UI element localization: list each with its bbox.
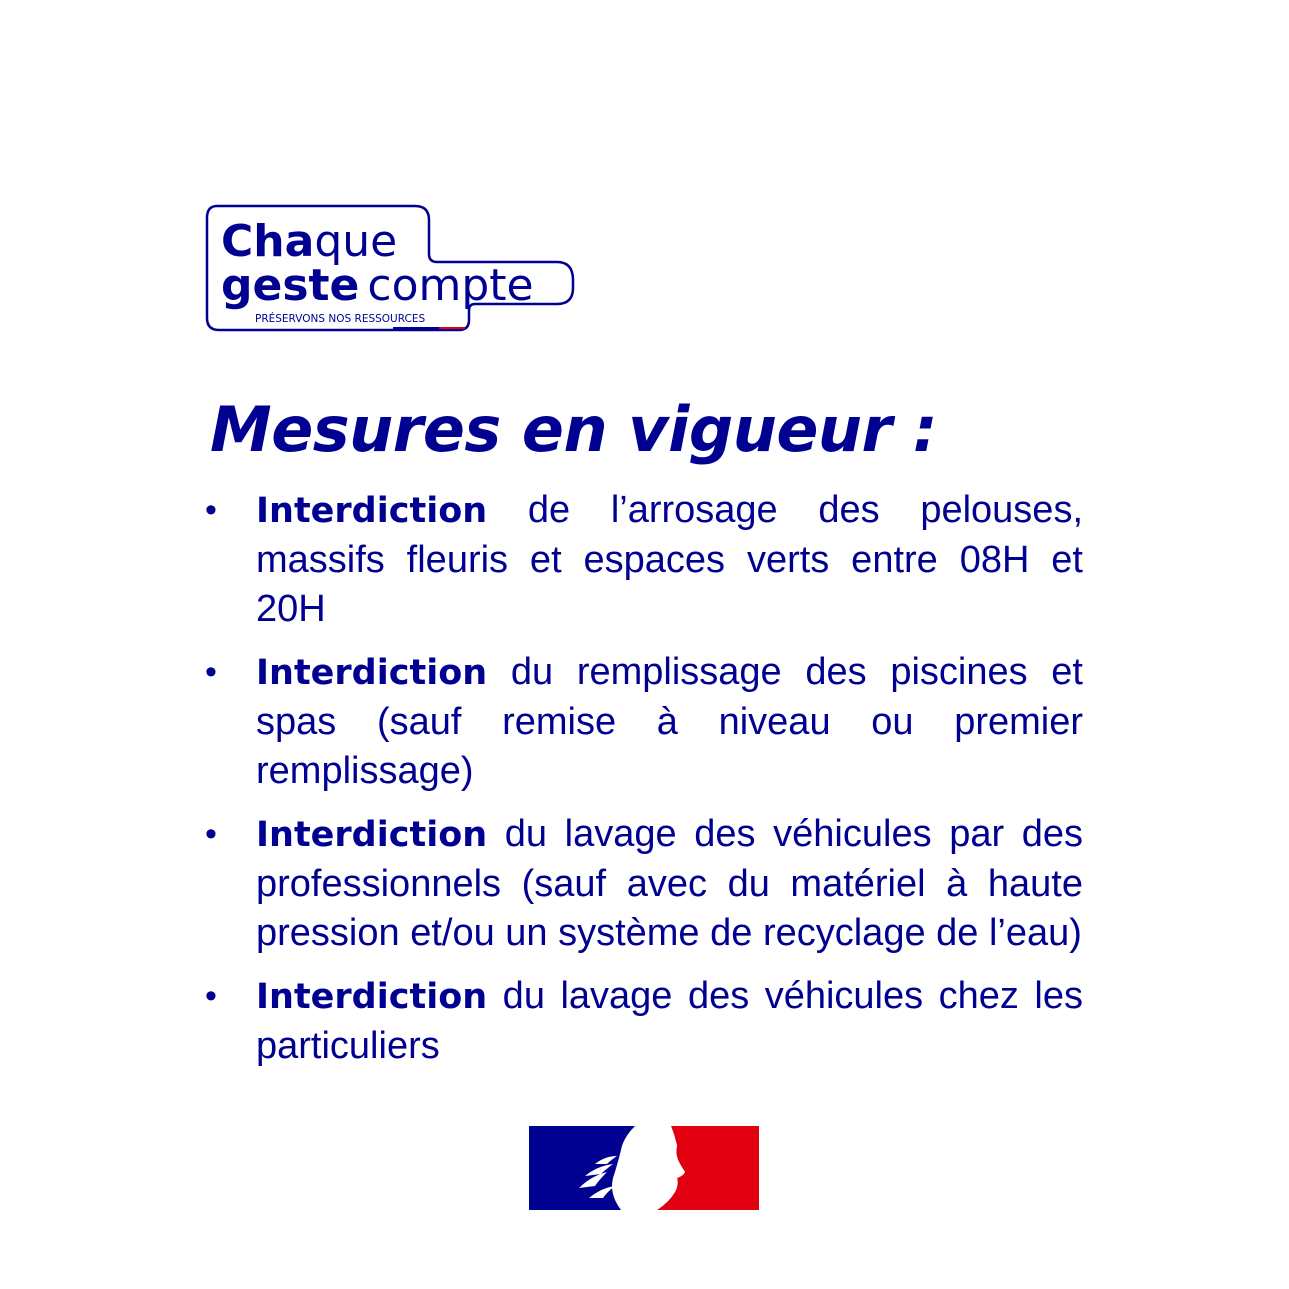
measure-keyword: Interdiction [256,977,488,1017]
marianne-graphic [529,1126,759,1210]
logo-line1-light: que [314,216,398,267]
logo-line1-bold: Cha [221,216,315,267]
measure-text: du remplissage des piscines et spas (sauf remise à niveau ou premier remplissage) [256,651,1083,792]
marianne-blue-field [529,1126,635,1210]
bullet-icon: • [205,977,217,1015]
measure-text: du lavage des véhicules par des professionnels (sauf avec du matériel à haute pression et/ou un système de recyclage de l’eau) [256,813,1083,954]
bullet-icon: • [205,815,217,853]
measure-keyword: Interdiction [256,653,488,693]
chaque-geste-compte-logo [203,204,575,334]
bullet-icon: • [205,491,217,529]
measures-list [205,486,1083,1085]
list-item [205,972,1083,1071]
measure-keyword: Interdiction [256,815,488,855]
page-title: Mesures en vigueur : [210,393,938,466]
measure-text: de l’arrosage des pelouses, massifs fleuris et espaces verts entre 08H et 20H [256,489,1083,630]
logo-graphic [203,204,575,334]
marianne-icon [529,1126,759,1210]
logo-line2-bold: geste [221,260,360,311]
list-item [205,486,1083,634]
logo-line2-light: compte [367,260,534,311]
measure-keyword: Interdiction [256,491,488,531]
bullet-icon: • [205,653,217,691]
svg-text:gestecompte [221,260,534,311]
list-item [205,810,1083,958]
logo-tagline: PRÉSERVONS NOS RESSOURCES [255,313,426,325]
list-item [205,648,1083,796]
measure-text: du lavage des véhicules chez les particuliers [256,975,1083,1067]
